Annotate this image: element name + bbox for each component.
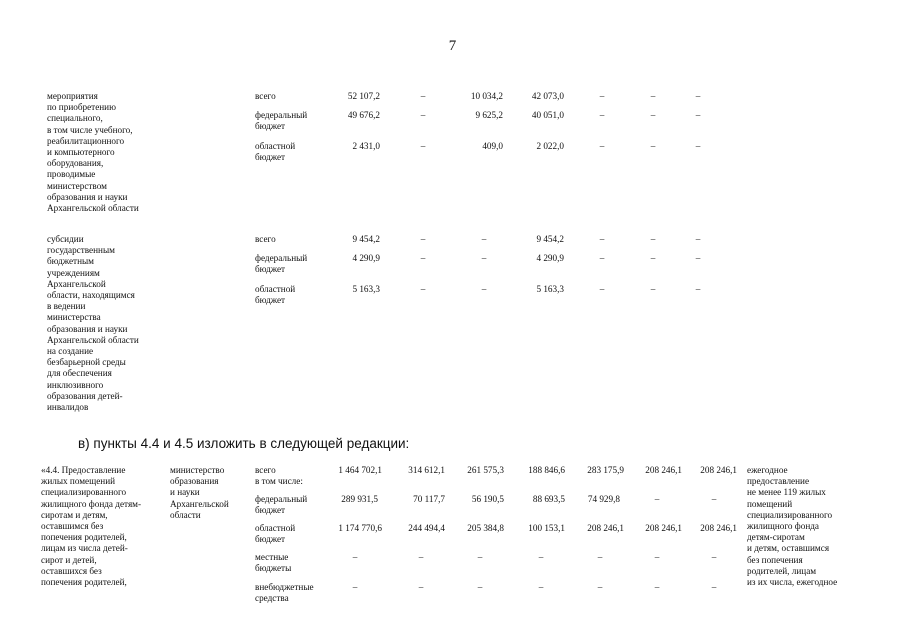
block3-row3-v4: – xyxy=(538,552,544,562)
block1-row2-v4: 2 022,0 xyxy=(536,141,564,151)
block1-row1-v5: – xyxy=(599,110,605,120)
block3-row2-v1: 1 174 770,6 xyxy=(338,523,382,533)
block3-row0-v7: 208 246,1 xyxy=(700,465,737,475)
block3-row1-v4: 88 693,5 xyxy=(532,494,565,504)
amendment-heading: в) пункты 4.4 и 4.5 изложить в следующей редакции: xyxy=(78,436,410,451)
block1-row0-v1: 52 107,2 xyxy=(347,91,380,101)
block2-row0-source: всего xyxy=(255,234,276,244)
block3-row0-v4: 188 846,6 xyxy=(528,465,565,475)
block3-row4-v1: – xyxy=(352,582,358,592)
block3-row4-v5: – xyxy=(597,582,603,592)
block1-description: мероприятия по приобретению специального, в том числе учебного, реабилитационного и компьютерного оборудования, проводимые министерством образования и науки Архангельской области xyxy=(47,91,139,214)
block3-row4-v4: – xyxy=(538,582,544,592)
block2-row1-v4: 4 290,9 xyxy=(536,253,564,263)
block1-row1-source: федеральный бюджет xyxy=(255,110,308,132)
block2-row1-v6: – xyxy=(650,253,656,263)
block3-row4-v2: – xyxy=(418,582,424,592)
block3-row3-v2: – xyxy=(418,552,424,562)
block3-row2-v2: 244 494,4 xyxy=(408,523,445,533)
block3-row0-v5: 283 175,9 xyxy=(587,465,624,475)
block2-row1-source: федеральный бюджет xyxy=(255,253,308,275)
block2-row2-v6: – xyxy=(650,284,656,294)
block3-row3-v5: – xyxy=(597,552,603,562)
block2-row0-v5: – xyxy=(599,234,605,244)
block1-row0-v4: 42 073,0 xyxy=(531,91,564,101)
block3-row4-source: внебюджетные средства xyxy=(255,582,314,604)
block3-row4-v7: – xyxy=(711,582,717,592)
block2-row1-v1: 4 290,9 xyxy=(352,253,380,263)
block3-row2-v4: 100 153,1 xyxy=(528,523,565,533)
block3-row0-v3: 261 575,3 xyxy=(467,465,504,475)
block3-row3-v1: – xyxy=(352,552,358,562)
block3-row4-v6: – xyxy=(654,582,660,592)
block2-row1-v5: – xyxy=(599,253,605,263)
block3-executor: министерство образования и науки Архангельской области xyxy=(170,465,229,520)
block1-row2-v5: – xyxy=(599,141,605,151)
block3-row1-v7: – xyxy=(711,494,717,504)
block3-row2-v5: 208 246,1 xyxy=(587,523,624,533)
block2-row0-v1: 9 454,2 xyxy=(352,234,380,244)
block1-row1-v3: 9 625,2 xyxy=(475,110,503,120)
block3-row2-v6: 208 246,1 xyxy=(645,523,682,533)
block2-row0-v7: – xyxy=(695,234,701,244)
block3-result: ежегодное предоставление не менее 119 жилых помещений специализированного жилищного фонда детям-сиротам и детям, оставшимся без попечения родителей, лицам из их числа, ежегодное xyxy=(747,465,838,588)
block2-row2-v5: – xyxy=(599,284,605,294)
block1-row2-source: областной бюджет xyxy=(255,141,296,163)
block2-row0-v3: – xyxy=(481,234,487,244)
block3-description: «4.4. Предоставление жилых помещений специализированного жилищного фонда детям- сиротам и детям, оставшимся без попечения родителей, лицам из числа детей- сирот и детей, оставшихся без попечения родителей, xyxy=(41,465,142,588)
block2-row2-v2: – xyxy=(420,284,426,294)
block3-row1-v5: 74 929,8 xyxy=(587,494,620,504)
block2-row1-v2: – xyxy=(420,253,426,263)
block1-row0-v3: 10 034,2 xyxy=(470,91,503,101)
block3-row2-source: областной бюджет xyxy=(255,523,296,545)
block2-description: субсидии государственным бюджетным учреждениям Архангельской области, находящимся в ведении министерства образования и науки Архангельской области на создание безбарьерной среды для обеспечения инклюзивного образования детей- инвалидов xyxy=(47,234,139,413)
block1-row2-v3: 409,0 xyxy=(482,141,503,151)
block3-row1-v3: 56 190,5 xyxy=(471,494,504,504)
block3-row1-v6: – xyxy=(654,494,660,504)
block1-row0-source: всего xyxy=(255,91,276,101)
block1-row1-v4: 40 051,0 xyxy=(531,110,564,120)
block3-row0-v2: 314 612,1 xyxy=(408,465,445,475)
block1-row0-v5: – xyxy=(599,91,605,101)
block1-row1-v7: – xyxy=(695,110,701,120)
block2-row2-v4: 5 163,3 xyxy=(536,284,564,294)
block2-row2-v7: – xyxy=(695,284,701,294)
block3-row1-v1: 289 931,5 xyxy=(341,494,378,504)
block2-row0-v2: – xyxy=(420,234,426,244)
block1-row2-v7: – xyxy=(695,141,701,151)
block3-row3-v7: – xyxy=(711,552,717,562)
block3-row0-v1: 1 464 702,1 xyxy=(338,465,382,475)
block2-row2-source: областной бюджет xyxy=(255,284,296,306)
block1-row2-v2: – xyxy=(420,141,426,151)
block3-row2-v3: 205 384,8 xyxy=(467,523,504,533)
block3-row3-v3: – xyxy=(477,552,483,562)
block3-row4-v3: – xyxy=(477,582,483,592)
page-number: 7 xyxy=(448,38,457,54)
block3-row3-source: местные бюджеты xyxy=(255,552,292,574)
block2-row0-v6: – xyxy=(650,234,656,244)
block3-row3-v6: – xyxy=(654,552,660,562)
block2-row2-v3: – xyxy=(481,284,487,294)
block2-row0-v4: 9 454,2 xyxy=(536,234,564,244)
block2-row2-v1: 5 163,3 xyxy=(352,284,380,294)
block2-row1-v3: – xyxy=(481,253,487,263)
block1-row1-v1: 49 676,2 xyxy=(347,110,380,120)
block1-row2-v6: – xyxy=(650,141,656,151)
block3-row1-v2: 70 117,7 xyxy=(413,494,445,504)
block1-row0-v2: – xyxy=(420,91,426,101)
block3-row0-source: всего в том числе: xyxy=(255,465,303,487)
block1-row2-v1: 2 431,0 xyxy=(352,141,380,151)
block1-row0-v7: – xyxy=(695,91,701,101)
block3-row1-source: федеральный бюджет xyxy=(255,494,308,516)
block3-row2-v7: 208 246,1 xyxy=(700,523,737,533)
block1-row1-v6: – xyxy=(650,110,656,120)
block1-row0-v6: – xyxy=(650,91,656,101)
block3-row0-v6: 208 246,1 xyxy=(645,465,682,475)
block2-row1-v7: – xyxy=(695,253,701,263)
block1-row1-v2: – xyxy=(420,110,426,120)
